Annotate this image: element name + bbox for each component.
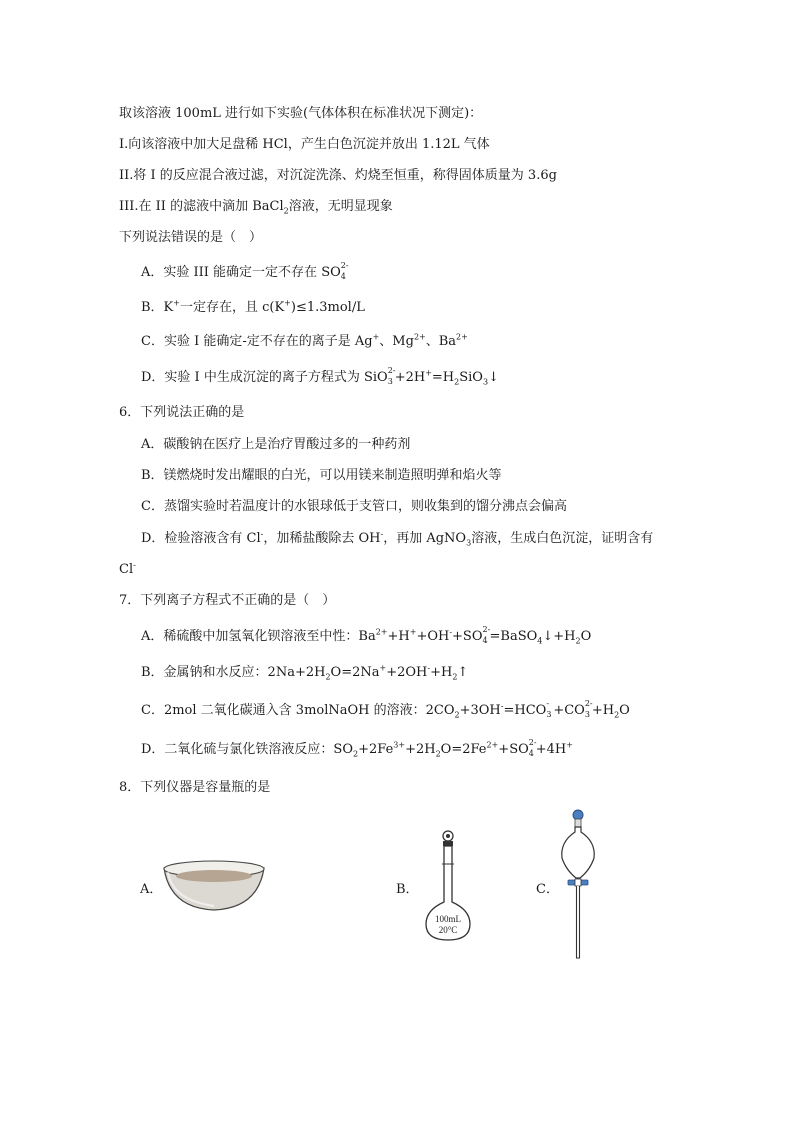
question-8-stem: 8．下列仪器是容量瓶的是	[119, 780, 271, 795]
intro-line-1: I.向该溶液中加大足盘稀 HCl，产生白色沉淀并放出 1.12L 气体	[119, 137, 490, 152]
q7-option-b[interactable]: B．金属钠和水反应：$2Na+2H_2O=2Na^++2OH^-+H_2↑$	[141, 663, 469, 682]
q5-option-d[interactable]: D．实验 I 中生成沉淀的离子方程式为 SiO 2- 3 $+2H^+=H_2SiO_3↓$	[141, 366, 499, 387]
q7-option-a[interactable]: A．稀硫酸中加氢氧化钡溶液至中性：$Ba^{2+}+H^++OH^-+SO$ 2- 4 $=BaSO_4↓+H_2O$	[141, 625, 592, 646]
intro-line-2: II.将 I 的反应混合液过滤，对沉淀洗涤、灼烧至恒重，称得固体质量为 3.6g	[119, 168, 557, 183]
q6-option-d[interactable]: D．检验溶液含有 Cl-，加稀盐酸除去 OH-，再加 AgNO$_3$溶液，生成白色沉淀，证明含有	[141, 529, 654, 548]
q6-option-a[interactable]: A．碳酸钠在医疗上是治疗胃酸过多的一种药剂	[141, 437, 411, 452]
flask-temperature-label: 20°C	[438, 925, 458, 935]
question-5-stem: 下列说法错误的是（ ）	[119, 230, 263, 245]
q6-option-d-continued: Cl-	[119, 560, 136, 577]
q7-option-d[interactable]: D．二氧化硫与氯化铁溶液反应：$SO_2+2Fe^{3+}+2H_2O=2Fe^{2+}+SO$ 2- 4 +4H+	[141, 738, 573, 759]
intro-line-3: III.在 II 的滤液中滴加 BaCl$_2$溶液，无明显现象	[119, 199, 393, 216]
q5-option-a[interactable]: A．实验 III 能确定一定不存在 SO 2- 4	[141, 261, 349, 281]
q5-option-b[interactable]: B．K+一定存在，且 c(K+)≤1.3mol/L	[141, 298, 365, 315]
q8-option-a-label[interactable]: A．	[140, 882, 163, 897]
q6-option-b[interactable]: B．镁燃烧时发出耀眼的白光，可以用镁来制造照明弹和焰火等	[141, 468, 502, 483]
intro-line-0: 取该溶液 100mL 进行如下实验(气体体积在标准状况下测定)：	[119, 106, 483, 121]
separatory-funnel-image[interactable]	[556, 808, 602, 964]
flask-capacity-label: 100mL	[435, 914, 461, 924]
question-6-stem: 6．下列说法正确的是	[119, 405, 245, 420]
volumetric-flask-image[interactable]	[420, 826, 476, 946]
question-7-stem: 7．下列离子方程式不正确的是（ ）	[119, 593, 336, 608]
q8-option-c-label[interactable]: C．	[536, 882, 559, 897]
evaporating-dish-image[interactable]	[160, 858, 268, 914]
q5-option-c[interactable]: C．实验 I 能确定-定不存在的离子是 Ag+、$Mg^{2+}$、$Ba^{2+}$	[141, 332, 468, 349]
q7-option-c[interactable]: C．2mol 二氧化碳通入含 3molNaOH 的溶液：$2CO_2+3OH^-=HCO$ - 3 +CO 2- 3 $+H_2O$	[141, 699, 630, 720]
q6-option-c[interactable]: C．蒸馏实验时若温度计的水银球低于支管口，则收集到的馏分沸点会偏高	[141, 499, 567, 514]
q8-option-b-label[interactable]: B．	[396, 882, 419, 897]
